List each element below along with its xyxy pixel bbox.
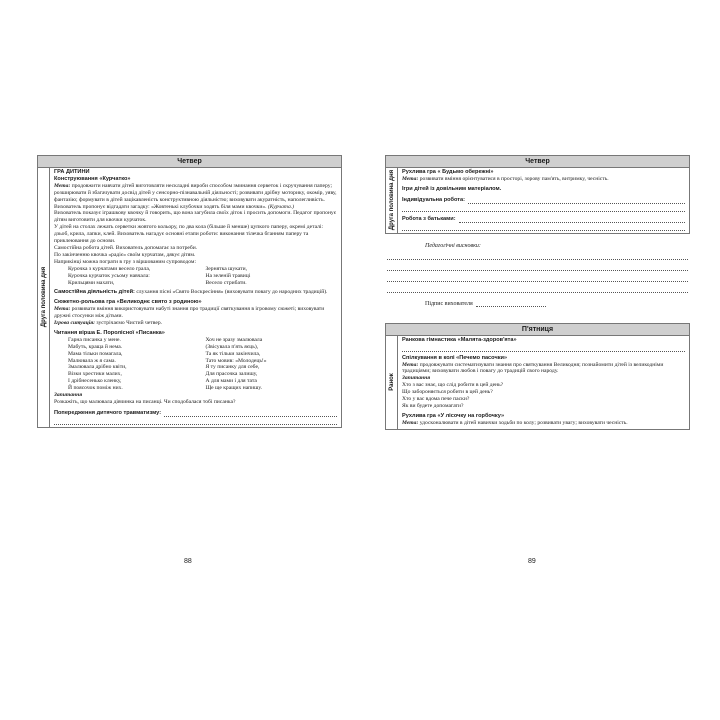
talk-title: Спілкування в колі «Печемо пасочки» — [402, 354, 508, 361]
left-page — [37, 155, 342, 428]
poem-line: Курочка курчаток усьому навчала: — [68, 272, 150, 279]
page-number-left: 88 — [184, 558, 192, 565]
dotted-line — [402, 223, 685, 231]
poem-line: Та як тільки закінчила, — [205, 350, 261, 357]
question-item: Хто у вас вдома пече паски? — [402, 396, 470, 403]
construct-title: Конструювання «Курчатко» — [54, 175, 131, 182]
side-label: Друга половина дня — [388, 170, 395, 231]
independent-activity — [54, 289, 337, 296]
poem-line: Мабуть, краща й нема. — [68, 343, 123, 350]
thursday-table — [385, 155, 690, 234]
goal-label: Мета: — [402, 175, 419, 182]
injury-row — [54, 409, 337, 417]
friday-header: П'ятниця — [386, 324, 689, 336]
situation — [54, 320, 337, 327]
poem-line: Хоч не зразу змалювала — [205, 336, 263, 343]
left-table — [37, 155, 342, 428]
signature-row — [385, 299, 690, 307]
morning-label-cell — [386, 336, 398, 429]
para-5: Наприкінці можна пограти в гру з віршованим супроводом: — [54, 258, 197, 265]
dotted-line — [459, 215, 685, 223]
side-label-cell — [38, 168, 50, 427]
mobile-game-goal — [402, 176, 685, 183]
dotted-line — [387, 271, 688, 282]
question-item: Хто з вас знає, що слід робити в цей день? — [402, 382, 504, 389]
gym-title: Ранкова гімнастика «Малята-здоров'ята» — [402, 336, 517, 343]
goal-text: розвивати вміння орієнтуватися в просторі, зорову пам'ять, витримку, чесність. — [418, 175, 609, 182]
goal-text: продовжити навчати дітей виготовляти нескладні вироби способом зминання серветок і скручування паперу; розширювати й збагачувати досвід дітей у сенсорно-пізнавальній діяльності; розвивати дрібну моторику, окомір, уяву, фантазію; формувати в дітей зацікавленість конструктивною діяльністю; виховувати акуратність, наполегливість. — [54, 182, 337, 203]
questions-label: Запитання — [54, 392, 83, 399]
poem-line: На зеленій травиці — [205, 272, 251, 279]
poem-1 — [54, 266, 337, 287]
friday-content — [398, 336, 689, 429]
dotted-line — [164, 409, 337, 417]
poem-line: І дрібнесенько кленку, — [68, 378, 122, 385]
goal-label: Мета: — [402, 361, 419, 368]
dotted-line — [476, 299, 546, 307]
situation-text: зустрічаємо Чистий четвер. — [95, 320, 163, 327]
reading-title: Читання вірша Е. Поролісної «Писанка» — [54, 329, 165, 336]
side-label-cell — [386, 168, 398, 233]
riddle-intro: Вихователь пропонує відгадати загадку: «Жовтенькі клубочки ходять біля мами квочки». — [54, 203, 268, 210]
poem-line: Змалювала дрібно квіти, — [68, 364, 127, 371]
poem-line: Я ту писанку для себе, — [205, 364, 260, 371]
questions-text: Розкажіть, що малювала дівчинка на писанці. Чи сподобалася тобі писанка? — [54, 399, 236, 405]
right-page — [385, 155, 690, 430]
mobile2-title: Рухлива гра «У лісочку на горбочку» — [402, 412, 505, 419]
poem-line: Ще ще кращих напишу. — [205, 385, 263, 392]
poem-line: Гарна писанка у мене. — [68, 336, 121, 343]
ped-notes-label: Педагогічні висновки: — [425, 242, 481, 249]
friday-table — [385, 323, 690, 430]
dotted-line — [387, 260, 688, 271]
poem-line: Тато мовив: «Молодець!» — [205, 357, 267, 364]
poem-line: Для прасочка залишу, — [205, 371, 258, 378]
talk-goal — [402, 362, 685, 376]
parents-label: Робота з батьками: — [402, 215, 456, 222]
situation-label: Ігрова ситуація: — [54, 320, 95, 327]
parents-row — [402, 215, 685, 223]
poem-line: Малювала ж я сама. — [68, 357, 116, 364]
injury-label: Попередження дитячого травматизму: — [54, 410, 162, 416]
questions-label: Запитання — [402, 375, 431, 382]
dotted-line — [54, 417, 337, 425]
day-header: Четвер — [386, 156, 689, 168]
riddle-answer: (Курчата.) — [267, 203, 295, 210]
poem-2 — [54, 337, 337, 392]
roleplay-title: Сюжетно-рольова гра «Великоднє свято з родиною» — [54, 299, 202, 306]
page-number-right: 89 — [528, 558, 536, 565]
goal-text: удосконалювати в дітей навички ходьби по колу; розвивати увагу; виховувати чесність. — [418, 419, 628, 426]
dotted-line — [468, 196, 685, 204]
independent-label: Самостійна діяльність дітей: — [54, 289, 135, 296]
notes-lines — [385, 249, 690, 293]
roleplay-goal-text: розвивати вміння використовувати набуті знання про традиції святкування в ігровому сюжеті; виховувати дружні стосунки між дітьми. — [54, 306, 325, 320]
poem-line: Весело стрибати. — [205, 279, 247, 286]
individual-label: Індивідуальна робота: — [402, 196, 465, 203]
poem-line: Візки хрестики малих, — [68, 371, 122, 378]
independent-text: слухання пісні «Свято Воскресіння» (виховувати повагу до народних традицій). — [134, 289, 328, 296]
question-item: Що забороняється робити в цей день? — [402, 389, 493, 396]
para-2: У дітей на столах лежать серветки жовтого кольору, по два кола (більше й менше) цупкого паперу, окремі деталі: дзьоб, крила, лапки, клей. Вихователь нагадує основні етапи роботи: виконання тілечка бганням паперу та приклеювання до основи. — [54, 224, 324, 245]
goal-label: Мета: — [54, 306, 71, 313]
left-content — [50, 168, 341, 427]
dotted-line — [402, 204, 685, 212]
poem-line: Зернятка шукати, — [205, 265, 248, 272]
para-1: Вихователь показує іграшкову квочку й говорить, що вона загубила своїх діток і просить допомоги. Педагог пропонує дітям виготовити для квочки курчаток. — [54, 210, 337, 224]
para-3: Самостійна робота дітей. Вихователь допомагає за потреби. — [54, 244, 198, 251]
poem-line: (Звісувала п'ять яєць), — [205, 343, 259, 350]
poem-line: Й поясочок поміж них. — [68, 385, 123, 392]
signature-label: Підпис вихователя — [425, 300, 473, 307]
mobile-game-title: Рухлива гра « Будьмо обережні» — [402, 169, 494, 175]
question-item: Як ви будете допомагати? — [402, 402, 464, 409]
poem-line: А для мами і для тата — [205, 378, 257, 385]
individual-row — [402, 196, 685, 204]
thursday-content — [398, 168, 689, 233]
goal-text: продовжувати систематизувати знання про святкування Великодня; познайомити дітей із великодніми традиціями; виховувати любов і повагу до традицій свого народу. — [402, 361, 664, 375]
free-games: Ігри дітей із довільним матеріалом. — [402, 185, 502, 192]
roleplay-goal — [54, 306, 337, 320]
day-header: Четвер — [38, 156, 341, 168]
morning-label: Ранок — [388, 373, 395, 391]
goal-paragraph — [54, 183, 337, 204]
game-title: ГРА ДИТИНИ — [54, 169, 90, 175]
dotted-line — [402, 344, 685, 352]
poem-line: Курочка з курчатами весело грала, — [68, 265, 151, 272]
poem-line: Мама тільки помагала, — [68, 350, 123, 357]
dotted-line — [387, 249, 688, 260]
para-4: По закінченню квочка «радіє» своїм курчатам, дякує дітям. — [54, 251, 196, 258]
mobile2-goal — [402, 420, 685, 427]
goal-label: Мета: — [402, 419, 419, 426]
poem-line: Крильцями махати, — [68, 279, 115, 286]
side-label: Друга половина дня — [40, 267, 47, 328]
goal-label: Мета: — [54, 182, 71, 189]
dotted-line — [387, 282, 688, 293]
